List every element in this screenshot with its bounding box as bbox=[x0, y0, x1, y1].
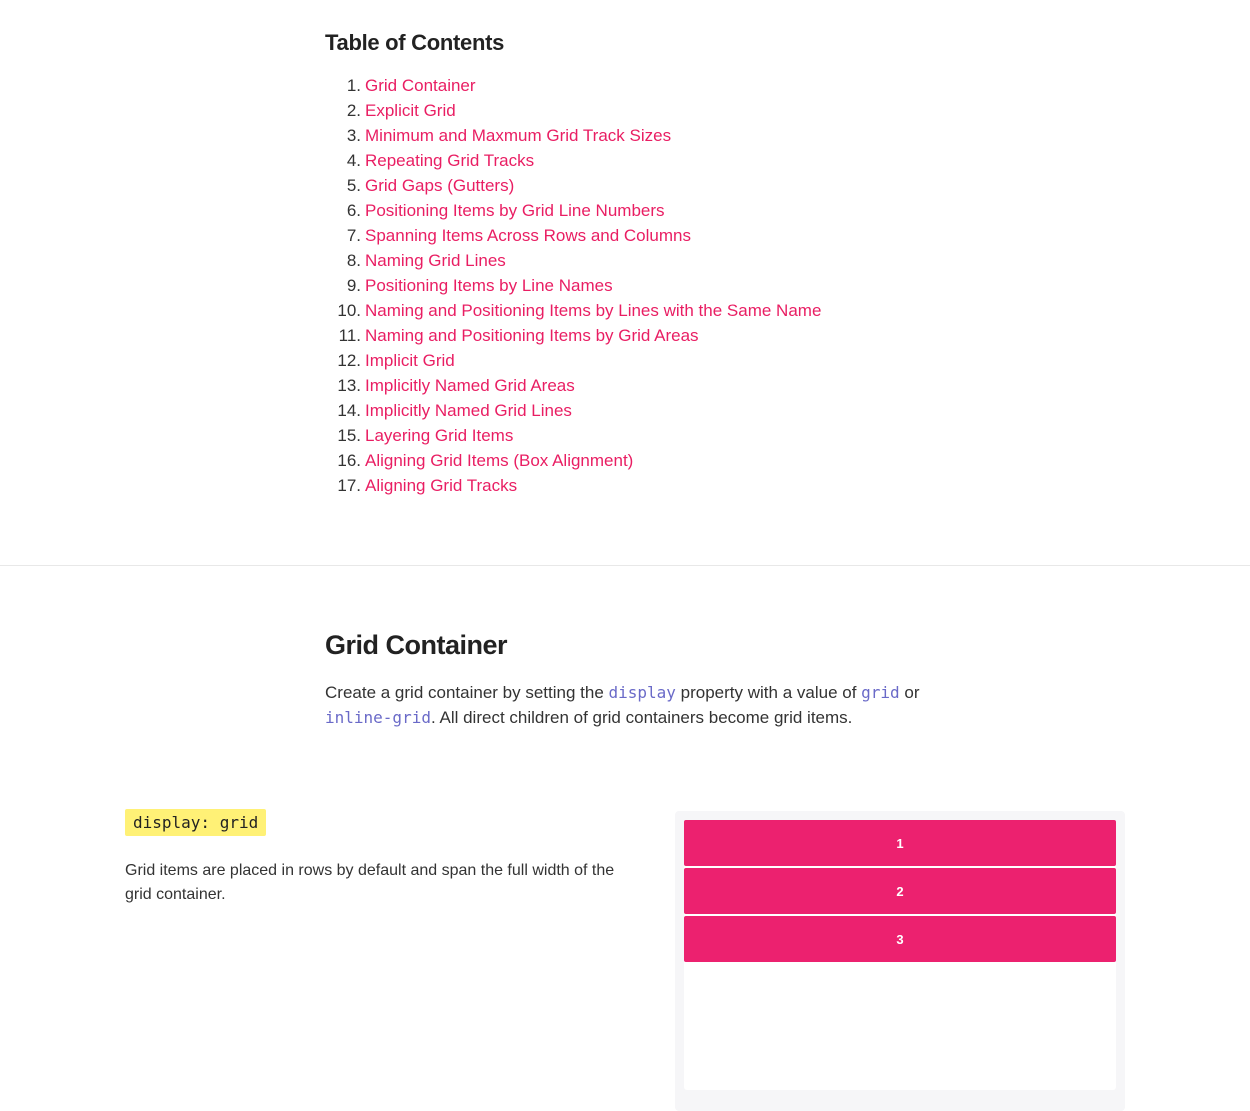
toc-list bbox=[325, 73, 821, 498]
toc-link[interactable]: Positioning Items by Grid Line Numbers bbox=[365, 201, 665, 220]
toc-number: 7. bbox=[346, 226, 361, 245]
toc-number: 8. bbox=[346, 251, 361, 270]
toc-link[interactable]: Aligning Grid Items (Box Alignment) bbox=[365, 451, 634, 470]
grid-item: 3 bbox=[684, 916, 1116, 962]
toc-item bbox=[325, 73, 821, 98]
toc-link[interactable]: Minimum and Maxmum Grid Track Sizes bbox=[365, 126, 672, 145]
toc-number: 13. bbox=[337, 376, 361, 395]
toc-number: 15. bbox=[337, 426, 361, 445]
toc-item bbox=[325, 398, 821, 423]
toc-item bbox=[325, 98, 821, 123]
toc-item bbox=[325, 223, 821, 248]
toc-number: 2. bbox=[346, 101, 361, 120]
code-inline-grid: inline-grid bbox=[325, 708, 431, 727]
toc-item bbox=[325, 123, 821, 148]
toc-item bbox=[325, 348, 821, 373]
toc-number: 6. bbox=[346, 201, 361, 220]
toc-number: 5. bbox=[346, 176, 361, 195]
grid-item: 2 bbox=[684, 868, 1116, 914]
code-grid: grid bbox=[861, 683, 900, 702]
grid-item: 1 bbox=[684, 820, 1116, 866]
toc-number: 10. bbox=[337, 301, 361, 320]
toc-link[interactable]: Implicit Grid bbox=[365, 351, 455, 370]
toc-link[interactable]: Naming Grid Lines bbox=[365, 251, 506, 270]
toc-item bbox=[325, 298, 821, 323]
toc-number: 9. bbox=[346, 276, 361, 295]
toc-number: 4. bbox=[346, 151, 361, 170]
grid-demo bbox=[675, 811, 1125, 1111]
example-label: display: grid bbox=[125, 809, 266, 836]
toc-number: 3. bbox=[346, 126, 361, 145]
toc-link[interactable]: Implicitly Named Grid Areas bbox=[365, 376, 575, 395]
toc-link[interactable]: Implicitly Named Grid Lines bbox=[365, 401, 572, 420]
toc-item bbox=[325, 198, 821, 223]
text: . All direct children of grid containers become grid items. bbox=[430, 708, 853, 727]
section-title: Grid Container bbox=[325, 630, 508, 660]
toc-link[interactable]: Spanning Items Across Rows and Columns bbox=[365, 226, 691, 245]
toc-link[interactable]: Grid Container bbox=[365, 76, 476, 95]
toc-item bbox=[325, 173, 821, 198]
toc-link[interactable]: Grid Gaps (Gutters) bbox=[365, 176, 515, 195]
toc-link[interactable]: Naming and Positioning Items by Lines with the Same Name bbox=[365, 301, 822, 320]
section-intro bbox=[325, 680, 925, 730]
code-display: display bbox=[608, 683, 676, 702]
toc-number: 1. bbox=[346, 76, 361, 95]
toc-link[interactable]: Aligning Grid Tracks bbox=[365, 476, 518, 495]
toc-number: 16. bbox=[337, 451, 361, 470]
toc-item bbox=[325, 448, 821, 473]
toc-item bbox=[325, 373, 821, 398]
toc-title: Table of Contents bbox=[325, 30, 505, 55]
toc-item bbox=[325, 423, 821, 448]
text: or bbox=[899, 683, 920, 702]
toc-item bbox=[325, 323, 821, 348]
divider bbox=[0, 565, 1250, 566]
toc-number: 14. bbox=[337, 401, 361, 420]
grid-container bbox=[684, 820, 1116, 1090]
toc-link[interactable]: Positioning Items by Line Names bbox=[365, 276, 613, 295]
toc-number: 11. bbox=[338, 326, 361, 345]
grid-container-section bbox=[325, 630, 925, 730]
toc-link[interactable]: Explicit Grid bbox=[365, 101, 456, 120]
toc-number: 17. bbox=[337, 476, 361, 495]
text: Create a grid container by setting the bbox=[325, 683, 609, 702]
toc-item bbox=[325, 473, 821, 498]
toc-link[interactable]: Layering Grid Items bbox=[365, 426, 514, 445]
toc-item bbox=[325, 273, 821, 298]
toc-link[interactable]: Repeating Grid Tracks bbox=[365, 151, 535, 170]
toc-number: 12. bbox=[337, 351, 361, 370]
toc-link[interactable]: Naming and Positioning Items by Grid Areas bbox=[365, 326, 699, 345]
text: property with a value of bbox=[675, 683, 862, 702]
table-of-contents bbox=[325, 30, 821, 498]
toc-item bbox=[325, 248, 821, 273]
example-description: Grid items are placed in rows by default and span the full width of the grid container. bbox=[125, 862, 615, 903]
toc-item bbox=[325, 148, 821, 173]
